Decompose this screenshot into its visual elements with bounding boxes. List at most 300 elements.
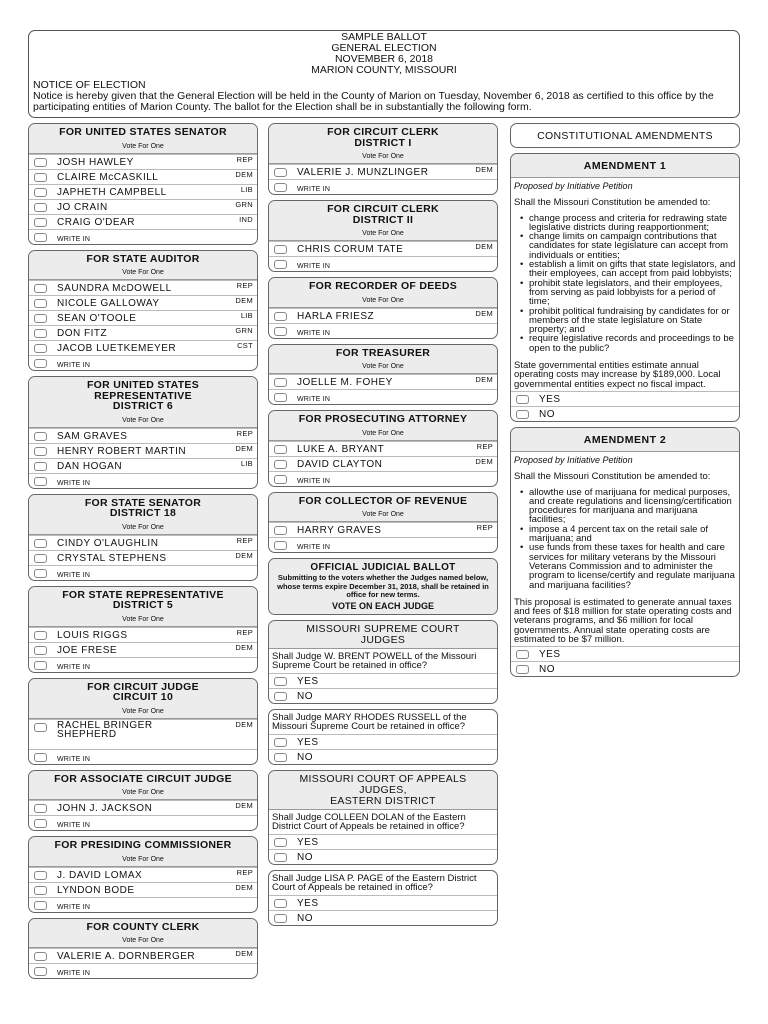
candidate-checkbox[interactable]: [34, 871, 47, 880]
checkbox[interactable]: [516, 665, 529, 674]
vote-for-one: Vote For One: [362, 363, 404, 370]
supreme-court-question-2: [268, 709, 498, 765]
write-in-label: WRITE IN: [57, 755, 91, 763]
candidate-checkbox[interactable]: [34, 432, 47, 441]
race-title: FOR PROSECUTING ATTORNEY: [298, 413, 468, 425]
candidate-option[interactable]: [29, 214, 257, 229]
party-label: REP: [236, 867, 253, 877]
candidate-checkbox[interactable]: [34, 329, 47, 338]
amendment-fiscal-note: State governmental entities estimate annual operating costs may increase by $189,000. Local governmental entities expect no fiscal impact.: [514, 360, 721, 390]
appeals-court-title: MISSOURI COURT OF APPEALS JUDGES, EASTERN DISTRICT: [269, 771, 497, 810]
candidate-checkbox[interactable]: [274, 460, 287, 469]
race-title: FOR STATE SENATOR DISTRICT 18: [84, 496, 202, 519]
yes-option-label: YES: [297, 897, 319, 909]
yes-option-label: YES: [297, 736, 319, 748]
race-title: FOR UNITED STATES REPRESENTATIVE DISTRICT 6: [86, 379, 200, 412]
candidate-option[interactable]: [29, 642, 257, 657]
ballot-column-2: [268, 123, 498, 931]
candidate-checkbox[interactable]: [34, 631, 47, 640]
yes-option-label: YES: [539, 393, 561, 405]
write-in-option[interactable]: [29, 229, 257, 244]
yes-option[interactable]: [511, 646, 739, 661]
party-label: REP: [236, 627, 253, 637]
race-header: [29, 251, 257, 281]
candidate-option[interactable]: [269, 374, 497, 389]
write-in-checkbox[interactable]: [34, 233, 47, 242]
candidate-option[interactable]: [269, 308, 497, 323]
candidate-option[interactable]: [269, 164, 497, 179]
write-in-checkbox[interactable]: [274, 475, 287, 484]
yes-option[interactable]: [511, 391, 739, 406]
write-in-label: WRITE IN: [57, 663, 91, 671]
amendment-bullets: [520, 488, 736, 590]
write-in-label: WRITE IN: [297, 263, 331, 270]
candidate-checkbox[interactable]: [34, 804, 47, 813]
write-in-label: WRITE IN: [297, 396, 331, 403]
write-in-checkbox[interactable]: [274, 541, 287, 550]
party-label: DEM: [475, 456, 493, 466]
race-treasurer: [268, 344, 498, 406]
amendment-bullet: • prohibit state legislators, and their employees, from serving as paid lobbyists for a period of time;: [520, 279, 736, 307]
vote-for-one: Vote For One: [122, 142, 164, 150]
no-option[interactable]: [269, 910, 497, 925]
race-header: [29, 377, 257, 428]
no-option-label: NO: [539, 664, 555, 676]
race-collector-of-revenue: [268, 492, 498, 554]
checkbox[interactable]: [274, 853, 287, 862]
party-label: DEM: [475, 308, 493, 318]
race-us-senator: [28, 123, 258, 245]
candidate-name: LUKE A. BRYANT: [297, 443, 385, 455]
write-in-option[interactable]: [29, 815, 257, 830]
header-line: NOVEMBER 6, 2018: [334, 53, 434, 65]
candidate-name: JO CRAIN: [57, 201, 108, 213]
candidate-option[interactable]: [269, 441, 497, 456]
party-label: DEM: [235, 642, 253, 652]
write-in-checkbox[interactable]: [34, 359, 47, 368]
no-option-label: NO: [297, 751, 313, 763]
amendment-proposed: Proposed by Initiative Petition: [514, 181, 633, 191]
checkbox[interactable]: [274, 838, 287, 847]
vote-for-one: Vote For One: [122, 937, 164, 944]
retention-question-text: Shall Judge W. BRENT POWELL of the Missouri Supreme Court be retained in office?: [272, 650, 477, 671]
no-option[interactable]: [511, 661, 739, 676]
vote-for-one: Vote For One: [122, 416, 164, 424]
candidate-option[interactable]: [29, 428, 257, 443]
party-label: DEM: [235, 882, 253, 892]
vote-for-one: Vote For One: [122, 789, 164, 796]
checkbox[interactable]: [516, 395, 529, 404]
amendment-1: [510, 153, 740, 422]
candidate-option[interactable]: [29, 280, 257, 295]
write-in-checkbox[interactable]: [274, 260, 287, 269]
race-circuit-clerk-district-1: [268, 123, 498, 195]
write-in-label: WRITE IN: [297, 544, 331, 551]
race-header: [269, 411, 497, 441]
ballot-column-1: [28, 123, 258, 984]
no-option-label: NO: [539, 408, 555, 420]
amendment-2: [510, 427, 740, 677]
appeals-court-section: [268, 770, 498, 865]
write-in-checkbox[interactable]: [34, 753, 47, 762]
checkbox[interactable]: [274, 753, 287, 762]
supreme-court-section: [268, 620, 498, 704]
write-in-option[interactable]: [29, 963, 257, 978]
race-header: [269, 124, 497, 164]
candidate-name: RACHEL BRINGER SHEPHERD: [57, 719, 153, 740]
retention-question: [269, 871, 497, 895]
candidate-option[interactable]: [29, 169, 257, 184]
supreme-court-title: MISSOURI SUPREME COURT JUDGES: [269, 621, 497, 649]
yes-option-label: YES: [297, 836, 319, 848]
candidate-option[interactable]: [29, 800, 257, 815]
party-label: CST: [237, 341, 253, 350]
candidate-checkbox[interactable]: [274, 526, 287, 535]
candidate-name: HENRY ROBERT MARTIN: [57, 445, 187, 457]
candidate-checkbox[interactable]: [34, 299, 47, 308]
retention-question: [269, 710, 497, 734]
party-label: LIB: [240, 184, 253, 194]
race-title: FOR CIRCUIT CLERK DISTRICT II: [327, 203, 439, 226]
race-header: [269, 493, 497, 523]
candidate-option[interactable]: [29, 535, 257, 550]
vote-for-one: Vote For One: [362, 429, 404, 437]
candidate-option[interactable]: [29, 325, 257, 340]
candidate-name: JOSH HAWLEY: [57, 156, 134, 168]
vote-for-one: Vote For One: [122, 523, 164, 531]
candidate-name: JOHN J. JACKSON: [57, 803, 153, 814]
party-label: DEM: [475, 242, 493, 251]
candidate-name: DAN HOGAN: [57, 460, 123, 472]
party-label: GRN: [235, 326, 253, 335]
candidate-checkbox[interactable]: [34, 158, 47, 167]
party-label: REP: [236, 535, 253, 545]
race-header: [29, 771, 257, 801]
race-title: FOR CIRCUIT JUDGE CIRCUIT 10: [87, 680, 199, 703]
candidate-name: LOUIS RIGGS: [57, 629, 128, 641]
candidate-option[interactable]: [29, 719, 257, 749]
race-header: [29, 837, 257, 867]
retention-question-text: Shall Judge COLLEEN DOLAN of the Eastern District Court of Appeals be retained in office?: [272, 811, 466, 832]
candidate-name: SAUNDRA McDOWELL: [57, 283, 172, 294]
write-in-checkbox[interactable]: [274, 183, 287, 192]
checkbox[interactable]: [274, 677, 287, 686]
write-in-label: WRITE IN: [57, 479, 91, 487]
candidate-name: CINDY O'LAUGHLIN: [57, 537, 159, 549]
candidate-option[interactable]: [269, 522, 497, 537]
amendment-bullet: • impose a 4 percent tax on the retail sale of marijuana; and: [520, 525, 736, 544]
race-presiding-commissioner: [28, 836, 258, 913]
race-header: [269, 345, 497, 375]
vote-for-one: Vote For One: [122, 615, 164, 623]
write-in-checkbox[interactable]: [34, 819, 47, 828]
party-label: DEM: [475, 165, 493, 174]
retention-question-text: Shall Judge MARY RHODES RUSSELL of the Missouri Supreme Court be retained in office?: [272, 711, 467, 732]
race-state-senator: [28, 494, 258, 581]
yes-option-label: YES: [297, 675, 319, 687]
judicial-title: OFFICIAL JUDICIAL BALLOT: [310, 562, 456, 573]
candidate-checkbox[interactable]: [34, 284, 47, 293]
candidate-option[interactable]: [269, 456, 497, 471]
write-in-checkbox[interactable]: [34, 477, 47, 486]
no-option-label: NO: [297, 851, 313, 863]
notice-title: NOTICE OF ELECTION: [33, 79, 146, 91]
candidate-option[interactable]: [29, 948, 257, 963]
write-in-option[interactable]: [269, 471, 497, 486]
race-title: FOR PRESIDING COMMISSIONER: [54, 839, 232, 851]
candidate-option[interactable]: [29, 154, 257, 169]
race-title: FOR STATE REPRESENTATIVE DISTRICT 5: [62, 588, 224, 611]
ballot-header: [28, 30, 740, 118]
party-label: DEM: [235, 169, 253, 179]
party-label: LIB: [240, 311, 253, 320]
candidate-name: LYNDON BODE: [57, 884, 135, 896]
no-option[interactable]: [269, 688, 497, 703]
candidate-checkbox[interactable]: [34, 173, 47, 182]
party-label: DEM: [235, 296, 253, 305]
candidate-checkbox[interactable]: [34, 188, 47, 197]
party-label: DEM: [235, 550, 253, 560]
write-in-option[interactable]: [29, 565, 257, 580]
candidate-checkbox[interactable]: [34, 314, 47, 323]
race-header: [269, 278, 497, 308]
candidate-name: JOE FRESE: [57, 644, 118, 656]
write-in-option[interactable]: [29, 897, 257, 912]
yes-option[interactable]: [269, 734, 497, 749]
write-in-checkbox[interactable]: [34, 569, 47, 578]
write-in-option[interactable]: [269, 389, 497, 404]
write-in-checkbox[interactable]: [274, 327, 287, 336]
amendment-body: [511, 178, 739, 391]
write-in-checkbox[interactable]: [34, 901, 47, 910]
race-title: FOR COLLECTOR OF REVENUE: [298, 494, 468, 507]
judicial-vote-each: VOTE ON EACH JUDGE: [331, 600, 434, 611]
write-in-label: WRITE IN: [297, 329, 331, 337]
retention-question: [269, 649, 497, 673]
write-in-checkbox[interactable]: [34, 967, 47, 976]
candidate-checkbox[interactable]: [34, 462, 47, 471]
amendment-bullet: • change process and criteria for redrawing state legislative districts during reapportionment;: [520, 214, 736, 233]
write-in-option[interactable]: [269, 537, 497, 552]
judicial-ballot-header: [268, 558, 498, 615]
candidate-name: DON FITZ: [57, 328, 108, 339]
candidate-checkbox[interactable]: [34, 344, 47, 353]
candidate-option[interactable]: [29, 199, 257, 214]
yes-option-label: YES: [539, 649, 561, 661]
party-label: DEM: [235, 719, 253, 729]
yes-option[interactable]: [269, 673, 497, 688]
header-line: GENERAL ELECTION: [331, 42, 437, 54]
party-label: DEM: [475, 375, 493, 384]
party-label: DEM: [235, 801, 253, 810]
race-circuit-clerk-district-2: [268, 200, 498, 272]
retention-question: [269, 810, 497, 834]
amendment-fiscal-note: This proposal is estimated to generate annual taxes and fees of $18 million for state operating costs and veterans programs, and $6 million for local governments. Annual state operating costs are estimated to be $7 million.: [514, 596, 732, 645]
candidate-option[interactable]: [29, 310, 257, 325]
party-label: DEM: [235, 443, 253, 453]
write-in-option[interactable]: [29, 473, 257, 488]
candidate-checkbox[interactable]: [34, 218, 47, 227]
candidate-name: VALERIE A. DORNBERGER: [57, 951, 196, 962]
checkbox[interactable]: [274, 738, 287, 747]
vote-for-one: Vote For One: [362, 153, 404, 160]
amendment-intro: Shall the Missouri Constitution be amended to:: [514, 471, 711, 483]
vote-for-one: Vote For One: [122, 269, 164, 276]
no-option[interactable]: [269, 849, 497, 864]
candidate-option[interactable]: [29, 867, 257, 882]
party-label: REP: [236, 428, 253, 438]
candidate-option[interactable]: [269, 241, 497, 256]
no-option[interactable]: [511, 406, 739, 421]
party-label: DEM: [235, 949, 253, 958]
candidate-checkbox[interactable]: [274, 312, 287, 321]
candidate-option[interactable]: [29, 458, 257, 473]
candidate-checkbox[interactable]: [34, 203, 47, 212]
retention-question-text: Shall Judge LISA P. PAGE of the Eastern District Court of Appeals be retained in office?: [272, 872, 477, 893]
judicial-instruction: Submitting to the voters whether the Judges named below, whose terms expire December 31, 2018, shall be retained in office for new terms.: [277, 573, 489, 599]
write-in-label: WRITE IN: [57, 822, 91, 829]
vote-for-one: Vote For One: [122, 855, 164, 863]
party-label: GRN: [235, 199, 253, 209]
race-header: [29, 679, 257, 719]
candidate-name: JOELLE M. FOHEY: [297, 377, 393, 388]
checkbox[interactable]: [516, 410, 529, 419]
candidate-name: VALERIE J. MUNZLINGER: [297, 167, 429, 178]
candidate-name: JACOB LUETKEMEYER: [57, 343, 177, 354]
write-in-checkbox[interactable]: [34, 661, 47, 670]
race-title: FOR TREASURER: [335, 346, 431, 359]
write-in-option[interactable]: [29, 355, 257, 370]
checkbox[interactable]: [516, 650, 529, 659]
vote-for-one: Vote For One: [362, 230, 404, 237]
constitutional-amendments-title: CONSTITUTIONAL AMENDMENTS: [510, 123, 740, 148]
write-in-option[interactable]: [269, 256, 497, 271]
candidate-name: CRYSTAL STEPHENS: [57, 552, 167, 564]
appeals-court-question-2: [268, 870, 498, 926]
candidate-name: NICOLE GALLOWAY: [57, 298, 160, 309]
race-title: FOR RECORDER OF DEEDS: [308, 280, 458, 292]
write-in-label: WRITE IN: [57, 235, 91, 243]
race-state-auditor: [28, 250, 258, 372]
candidate-option[interactable]: [29, 340, 257, 355]
vote-for-one: Vote For One: [362, 511, 404, 518]
vote-for-one: Vote For One: [122, 707, 164, 715]
write-in-checkbox[interactable]: [274, 393, 287, 402]
candidate-checkbox[interactable]: [34, 886, 47, 895]
race-county-clerk: [28, 918, 258, 980]
candidate-name: CHRIS CORUM TATE: [297, 244, 404, 255]
candidate-option[interactable]: [29, 184, 257, 199]
candidate-checkbox[interactable]: [274, 245, 287, 254]
header-line: SAMPLE BALLOT: [341, 31, 427, 43]
race-header: [29, 495, 257, 535]
party-label: LIB: [240, 458, 253, 468]
candidate-option[interactable]: [29, 550, 257, 565]
party-label: REP: [236, 281, 253, 290]
amendment-title: AMENDMENT 2: [511, 428, 739, 452]
candidate-name: HARLA FRIESZ: [297, 310, 375, 322]
write-in-option[interactable]: [29, 657, 257, 672]
vote-for-one: Vote For One: [362, 296, 404, 304]
amendment-bullet: • require legislative records and proceedings to be open to the public?: [520, 334, 736, 353]
race-circuit-judge: [28, 678, 258, 765]
candidate-checkbox[interactable]: [34, 447, 47, 456]
checkbox[interactable]: [274, 914, 287, 923]
candidate-checkbox[interactable]: [34, 539, 47, 548]
race-title: FOR STATE AUDITOR: [86, 252, 200, 265]
amendment-intro: Shall the Missouri Constitution be amended to:: [514, 197, 711, 209]
amendment-bullet: • establish a limit on gifts that state legislators, and their employees, can accept from paid lobbyists;: [520, 260, 736, 279]
yes-option[interactable]: [269, 895, 497, 910]
no-option-label: NO: [297, 690, 313, 702]
checkbox[interactable]: [274, 692, 287, 701]
race-title: FOR CIRCUIT CLERK DISTRICT I: [327, 126, 439, 149]
write-in-option[interactable]: [269, 179, 497, 194]
candidate-name: HARRY GRAVES: [297, 525, 382, 536]
amendment-proposed: Proposed by Initiative Petition: [514, 454, 633, 465]
write-in-option[interactable]: [29, 749, 257, 764]
candidate-checkbox[interactable]: [274, 168, 287, 177]
candidate-checkbox[interactable]: [34, 952, 47, 961]
candidate-name: JAPHETH CAMPBELL: [57, 186, 167, 198]
amendment-bullets: [520, 214, 736, 353]
party-label: IND: [239, 214, 253, 224]
race-state-representative: [28, 586, 258, 673]
header-line: MARION COUNTY, MISSOURI: [311, 64, 457, 76]
write-in-label: WRITE IN: [297, 186, 331, 193]
candidate-name: DAVID CLAYTON: [297, 458, 383, 470]
candidate-checkbox[interactable]: [274, 445, 287, 454]
checkbox[interactable]: [274, 899, 287, 908]
race-prosecuting-attorney: [268, 410, 498, 487]
candidate-option[interactable]: [29, 627, 257, 642]
race-associate-circuit-judge: [28, 770, 258, 832]
candidate-name: CRAIG O'DEAR: [57, 216, 135, 228]
write-in-label: WRITE IN: [57, 970, 91, 977]
candidate-checkbox[interactable]: [34, 554, 47, 563]
amendment-title: AMENDMENT 1: [511, 154, 739, 178]
candidate-name: SAM GRAVES: [57, 430, 128, 442]
amendment-bullet: • change limits on campaign contributions that candidates for state legislature can accept from individuals or entities;: [520, 232, 736, 260]
amendment-body: [511, 452, 739, 646]
race-title: FOR UNITED STATES SENATOR: [59, 126, 227, 138]
amendment-bullet: • prohibit political fundraising by candidates for or members of the state legislature on State property; and: [520, 307, 736, 335]
notice-text: Notice is hereby given that the General Election will be held in the County of Marion on Tuesday, November 6, 2018 as certified to this office by the participating entities of Marion County. The ballot for the Election shall be in substantially the following form.: [33, 90, 714, 113]
candidate-name: J. DAVID LOMAX: [57, 869, 143, 881]
no-option-label: NO: [297, 912, 313, 924]
race-header: [29, 124, 257, 154]
party-label: REP: [476, 441, 493, 451]
race-title: FOR ASSOCIATE CIRCUIT JUDGE: [54, 772, 232, 785]
yes-option[interactable]: [269, 834, 497, 849]
write-in-option[interactable]: [269, 323, 497, 338]
candidate-option[interactable]: [29, 443, 257, 458]
amendment-bullet: • use funds from these taxes for health and care services for military veterans by the Missouri Veterans Commission and to administer the program to license/certify and regulate marijuana and marijuana facilities?: [520, 543, 736, 589]
write-in-label: WRITE IN: [57, 571, 91, 579]
candidate-option[interactable]: [29, 295, 257, 310]
candidate-option[interactable]: [29, 882, 257, 897]
race-header: [269, 201, 497, 241]
candidate-checkbox[interactable]: [34, 646, 47, 655]
candidate-name: CLAIRE McCASKILL: [57, 171, 159, 183]
party-label: REP: [476, 523, 493, 532]
candidate-checkbox[interactable]: [274, 378, 287, 387]
race-header: [29, 587, 257, 627]
write-in-label: WRITE IN: [57, 903, 91, 911]
race-recorder-of-deeds: [268, 277, 498, 339]
no-option[interactable]: [269, 749, 497, 764]
candidate-checkbox[interactable]: [34, 723, 47, 732]
